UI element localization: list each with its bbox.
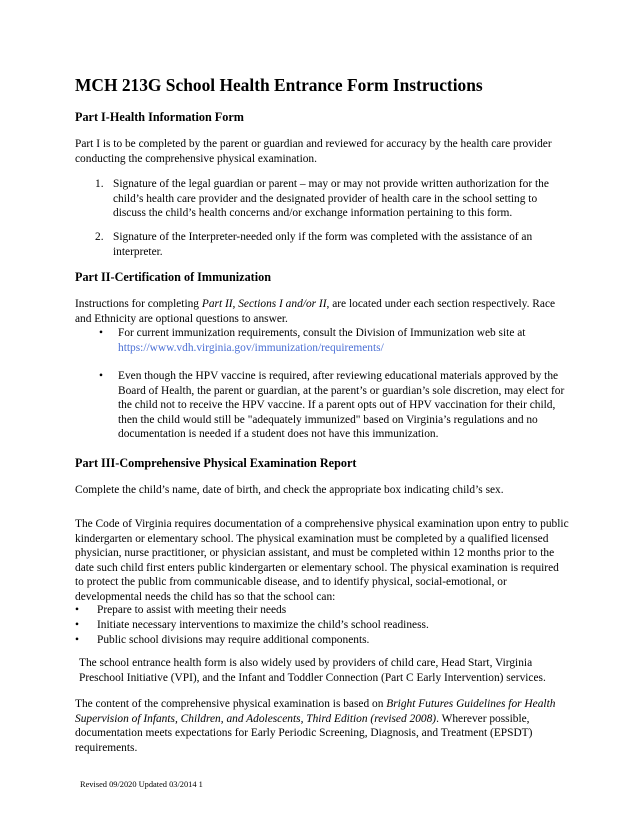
part3-content-basis: The content of the comprehensive physical examination is based on Bright Futures Guidelines for Health Supervision of Infants, Children, and Adolescents, Third Edition (revised 2008). Wherever possible, documentation meets expectations for Early Periodic Screening, Diagnosis, and Treatment (EPSDT) requirements. — [75, 698, 556, 754]
part2-heading: Part II-Certification of Immunization — [75, 270, 271, 284]
page-footer: Revised 09/2020 Updated 03/2014 1 — [80, 780, 203, 789]
part1-item-1-text: Signature of the legal guardian or parent – may or may not provide written authorization for the child’s health care provider and the designated provider of health care in the school setting to discuss the child’s health concerns and/or exchange information pertaining to this form. — [113, 178, 549, 220]
part2-bullet-2: Even though the HPV vaccine is required, after reviewing educational materials approved by the Board of Health, the parent or guardian, at the parent’s or guardian’s sole discretion, may elect for the child not to receive the HPV vaccine. If a parent opts out of HPV vaccination for their child, then the child would still be "adequately immunized" based on Virginia’s regulations and no documentation is needed if a student does not have this immunization. — [118, 370, 565, 441]
part2-intro: Instructions for completing Part II, Sections I and/or II, are located under each section respectively. Race and Ethnicity are optional questions to answer. — [75, 298, 556, 325]
part1-item-2-text: Signature of the Interpreter-needed only if the form was completed with the assistance of an interpreter. — [113, 231, 533, 258]
part3-bullet-2: Initiate necessary interventions to maximize the child’s school readiness. — [97, 619, 429, 631]
bullet-dot: • — [99, 327, 103, 339]
document-title: MCH 213G School Health Entrance Form Instructions — [75, 75, 483, 95]
part3-bullet-1: Prepare to assist with meeting their needs — [97, 604, 287, 616]
part3-also-used: The school entrance health form is also widely used by providers of child care, Head Start, Virginia Preschool Initiative (VPI), and the Infant and Toddler Connection (Part C Early Intervention) services. — [79, 657, 546, 684]
bullet-dot: • — [75, 619, 79, 631]
part2-intro-italic: Part II, Sections I and/or II — [201, 298, 327, 310]
part1-heading: Part I-Health Information Form — [75, 110, 244, 124]
part1-item-1-number: 1. — [95, 178, 104, 190]
part3-bullet-3: Public school divisions may require additional components. — [97, 634, 370, 646]
part3-code-of-virginia: The Code of Virginia requires documentation of a comprehensive physical examination upon entry to public kindergarten or elementary school. The physical examination must be completed by a qualified licensed physician, nurse practitioner, or physician assistant, and must be completed within 12 months prior to the date such child first enters public kindergarten or elementary school. The physical examination is required to protect the public from communicable disease, and to identify physical, social-emotional, or developmental needs the child has so that the school can: — [75, 518, 569, 603]
part2-bullet-1: For current immunization requirements, consult the Division of Immunization web site at https://www.vdh.virginia.gov/immunization/requirements/ — [118, 326, 570, 355]
immunization-requirements-link[interactable]: https://www.vdh.virginia.gov/immunization/requirements/ — [118, 341, 384, 354]
part1-item-2-number: 2. — [95, 231, 104, 243]
bullet-dot: • — [75, 604, 79, 616]
bright-futures-title: Bright Futures Guidelines for Health Supervision of Infants, Children, and Adolescents, Third Edition (revised 2008) — [75, 698, 556, 725]
bullet-dot: • — [75, 634, 79, 646]
part3-heading: Part III-Comprehensive Physical Examination Report — [75, 456, 357, 470]
part1-intro: Part I is to be completed by the parent or guardian and reviewed for accuracy by the health care provider conducting the comprehensive physical examination. — [75, 138, 552, 165]
part3-instructions: Complete the child’s name, date of birth, and check the appropriate box indicating child’s sex. — [75, 484, 504, 496]
bullet-dot: • — [99, 370, 103, 382]
